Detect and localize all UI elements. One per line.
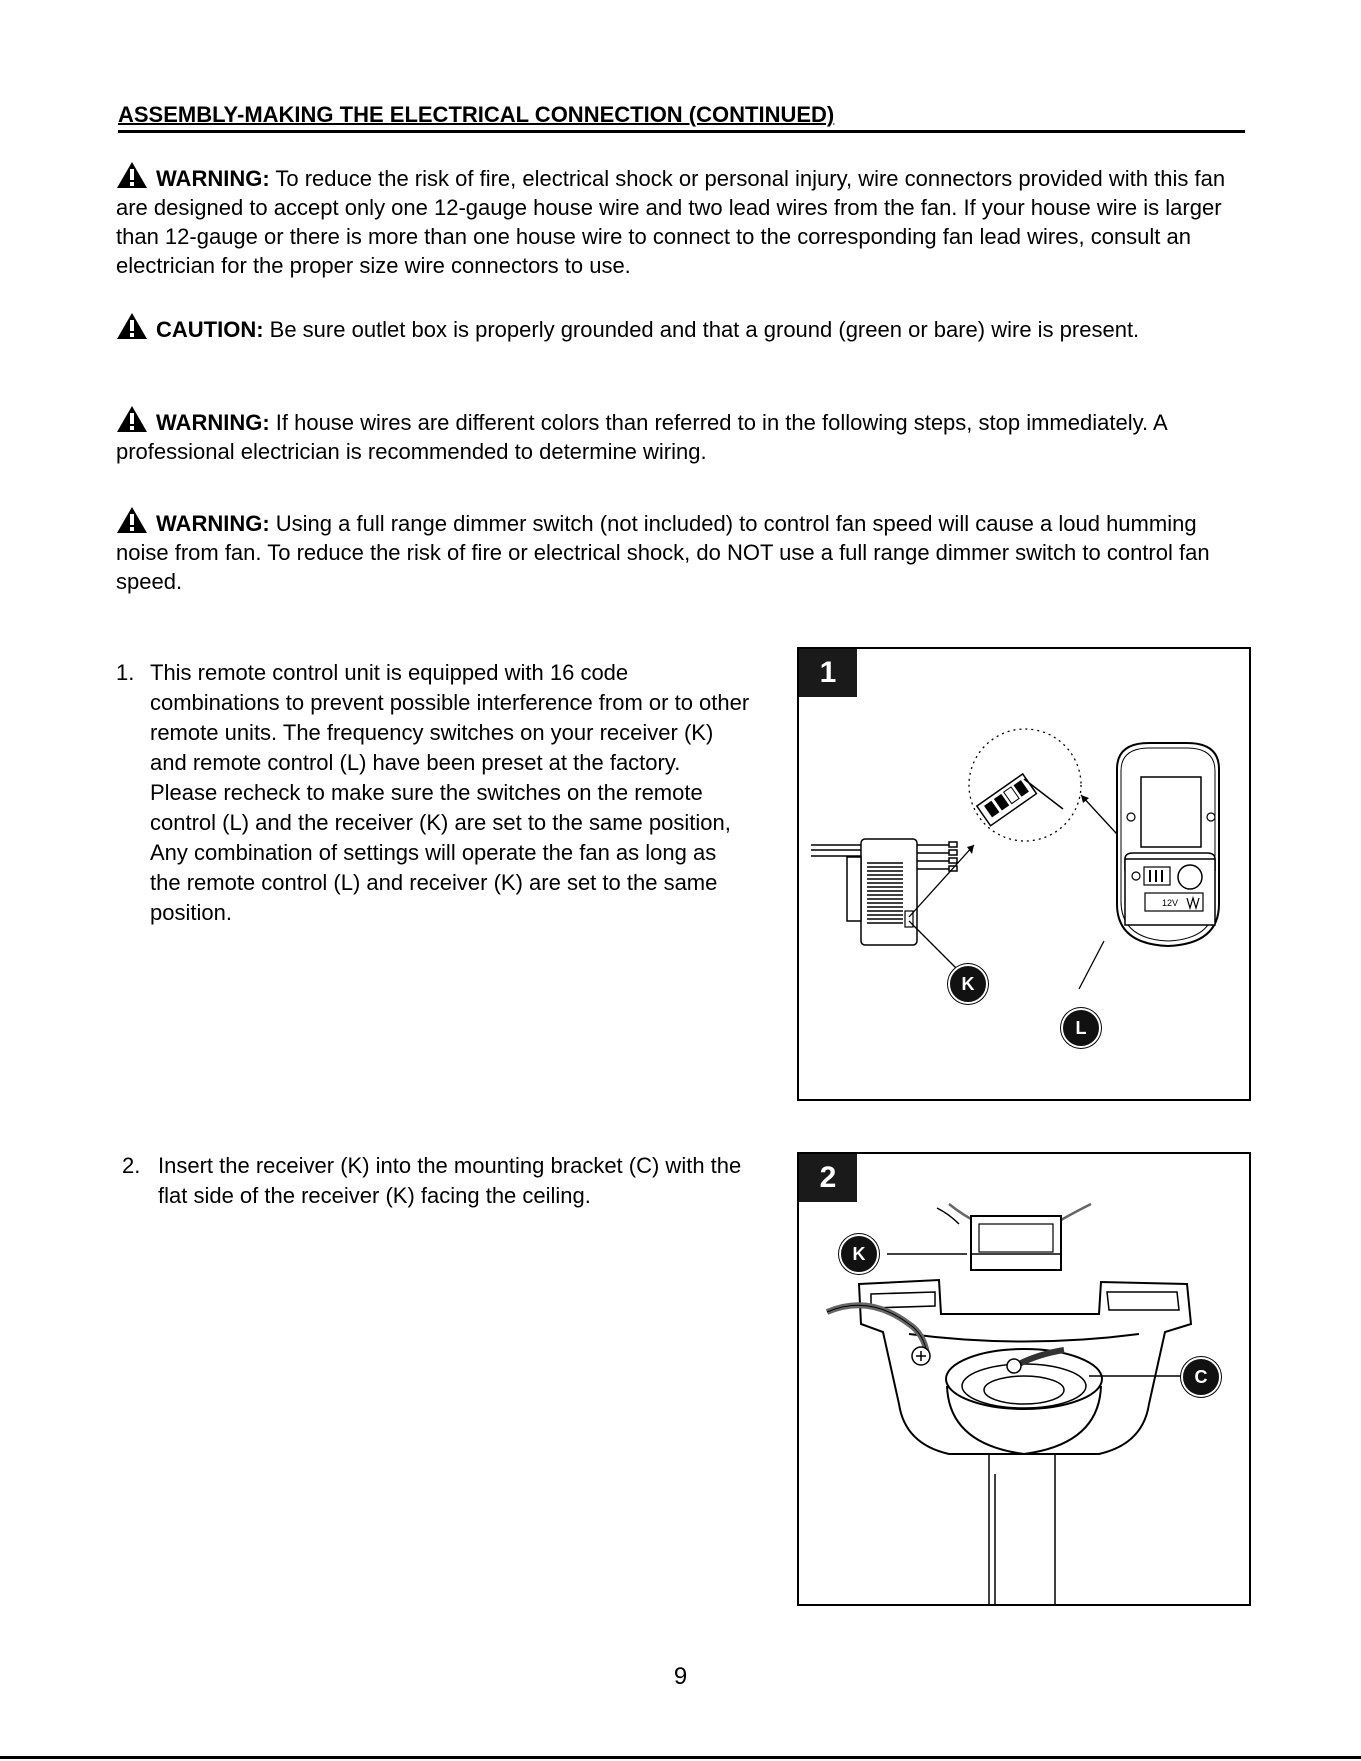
section-heading-text: ASSEMBLY-MAKING THE ELECTRICAL CONNECTION (CONTINUED) [118, 102, 835, 127]
bottom-rule [0, 1756, 1361, 1759]
page-number: 9 [673, 1663, 688, 1690]
figure-2 [797, 1152, 1251, 1606]
warning-notice-wire-colors [116, 405, 1246, 466]
callout-k: K [948, 964, 988, 1004]
step-number: 1. [116, 660, 135, 685]
warning-notice-dimmer [116, 506, 1246, 596]
notice-text: Using a full range dimmer switch (not included) to control fan speed will cause a loud humming noise from fan. To reduce the risk of fire or electrical shock, do NOT use a full range dimmer switch to control fan speed. [116, 511, 1210, 594]
warning-triangle-icon [116, 161, 148, 189]
warning-triangle-icon [116, 506, 148, 534]
figure-badge: 1 [799, 649, 857, 697]
callout-c: C [1181, 1357, 1221, 1397]
step-2 [122, 1151, 762, 1221]
notice-label: WARNING: [156, 511, 270, 536]
notice-text: Be sure outlet box is properly grounded and that a ground (green or bare) wire is present. [263, 317, 1140, 342]
figure-badge: 2 [799, 1154, 857, 1202]
step-1 [116, 658, 756, 958]
notice-label: CAUTION: [156, 317, 264, 342]
figure-1 [797, 647, 1251, 1101]
receiver-and-remote-diagram [799, 649, 1249, 1099]
notice-label: WARNING: [156, 166, 270, 191]
callout-l: L [1061, 1008, 1101, 1048]
step-text: This remote control unit is equipped with 16 code combinations to prevent possible interference from or to other remote units. The frequency switches on your receiver (K) and remote control (L) have been preset at the factory. Please recheck to make sure the switches on the remote control (L) and the receiver (K) are set to the same position, Any combination of settings will operate the fan as long as the remote control (L) and receiver (K) are set to the same position. [150, 660, 750, 925]
caution-notice-ground [116, 312, 1246, 344]
notice-label: WARNING: [156, 410, 270, 435]
step-text: Insert the receiver (K) into the mounting bracket (C) with the flat side of the receiver (K) facing the ceiling. [158, 1153, 742, 1208]
warning-triangle-icon [116, 405, 148, 433]
notice-text: To reduce the risk of fire, electrical shock or personal injury, wire connectors provided with this fan are designed to accept only one 12-gauge house wire and two lead wires from the fan. If your house wire is larger than 12-gauge or there is more than one house wire to connect to the corresponding fan lead wires, consult an electrician for the proper size wire connectors to use. [116, 166, 1226, 278]
battery-label: 12V [1162, 898, 1179, 908]
callout-k: K [839, 1234, 879, 1274]
warning-notice-wire-connectors [116, 161, 1246, 280]
section-heading [118, 102, 1245, 133]
step-number: 2. [122, 1153, 141, 1178]
warning-triangle-icon [116, 312, 148, 340]
notice-text: If house wires are different colors than referred to in the following steps, stop immediately. A professional electrician is recommended to determine wiring. [116, 410, 1167, 464]
